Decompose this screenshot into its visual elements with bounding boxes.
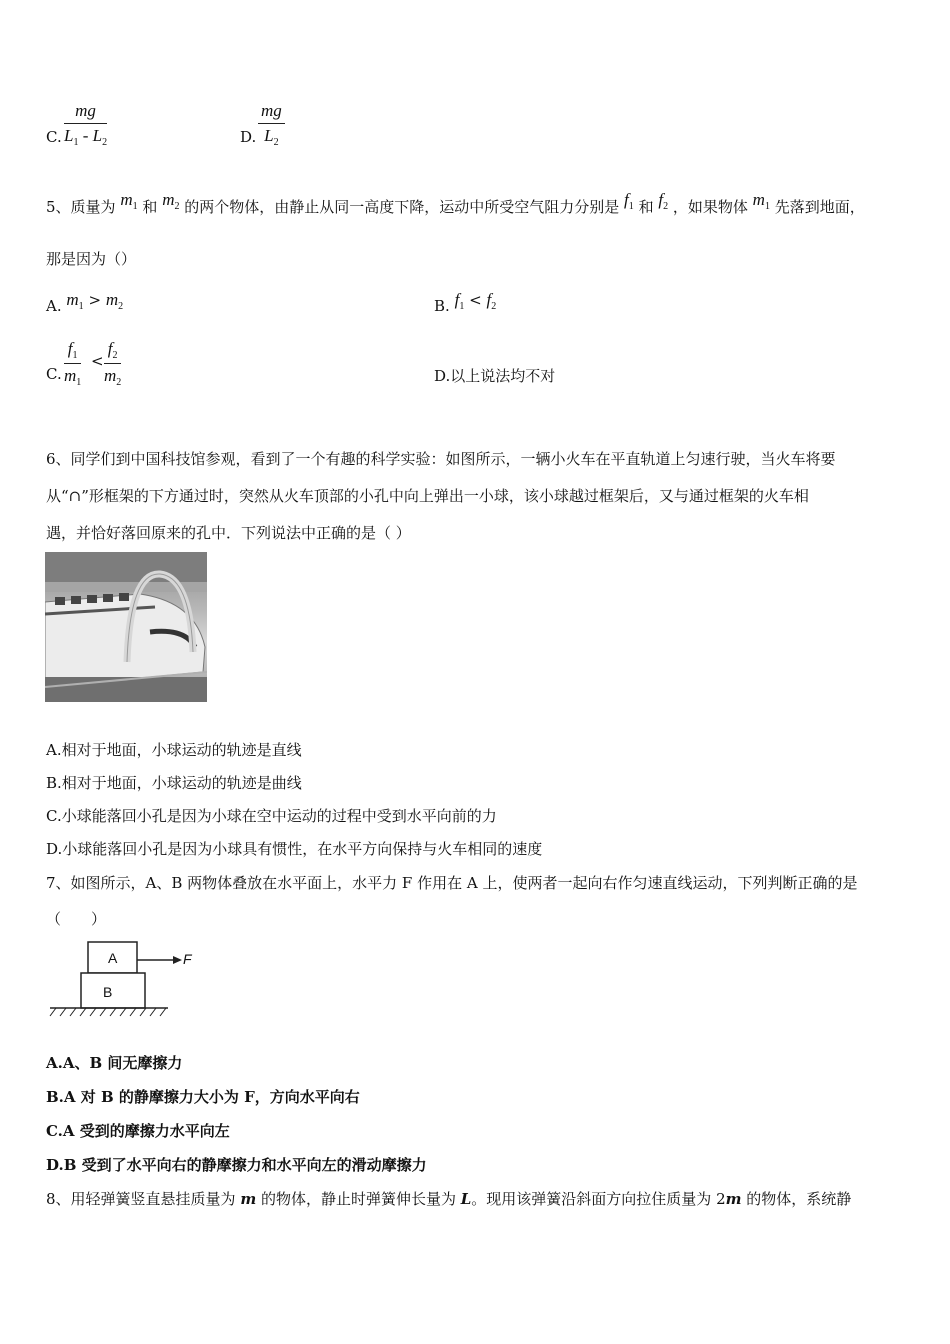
q4-option-c-label: C.	[46, 128, 62, 146]
q6-option-b: B.相对于地面，小球运动的轨迹是曲线	[46, 774, 302, 792]
q7-stem-line1: 7、如图所示，A、B 两物体叠放在水平面上，水平力 F 作用在 A 上，使两者一起向右作匀速直线运动，下列判断正确的是	[46, 874, 858, 892]
q8-stem-line1: 8、用轻弹簧竖直悬挂质量为 m 的物体，静止时弹簧伸长量为 L。现用该弹簧沿斜面方向拉住质量为 2m 的物体，系统静	[46, 1190, 852, 1208]
q4-option-c-denominator: $L_1 - L_2$	[64, 126, 108, 148]
q5-stem-line1: 5、质量为 $m_1$ 和 $m_2$ 的两个物体，由静止从同一高度下降，运动中所受空气阻力分别是 $f_1$ 和 $f_2$ ，如果物体 $m_1$ 先落到地面，	[46, 190, 865, 216]
q5-option-c-label: C.	[46, 365, 62, 383]
q7-force-f-label: F	[183, 951, 192, 967]
q7-block-b-label: B	[103, 984, 113, 1000]
q7-option-c: C.A 受到的摩擦力水平向左	[46, 1122, 230, 1140]
q5-option-b: B. $f_1 < f_2$	[434, 290, 497, 315]
q4-option-d-fraction	[258, 101, 285, 148]
q6-train-photo	[45, 552, 207, 702]
q5-option-d: D.以上说法均不对	[434, 367, 556, 385]
q7-block-a-label: A	[108, 950, 118, 966]
q6-option-a: A.相对于地面，小球运动的轨迹是直线	[46, 741, 302, 759]
q6-stem-line1: 6、同学们到中国科技馆参观，看到了一个有趣的科学实验：如图所示，一辆小火车在平直轨道上匀速行驶，当火车将要	[46, 450, 836, 468]
q5-stem-line2: 那是因为（）	[46, 250, 137, 268]
q7-block-diagram	[48, 940, 208, 1020]
q5-option-c-fraction-right: $f_2$ $m_2$	[104, 339, 122, 388]
q7-option-d: D.B 受到了水平向右的静摩擦力和水平向左的滑动摩擦力	[46, 1156, 427, 1174]
q6-stem-line2: 从“∩”形框架的下方通过时，突然从火车顶部的小孔中向上弹出一小球，该小球越过框架后，又与通过框架的火车相	[46, 487, 809, 505]
q4-option-c-numerator: mg	[75, 101, 96, 120]
q4-option-d-numerator: mg	[261, 101, 282, 120]
q5-option-c-less-than: <	[91, 352, 104, 370]
q4-option-d-label: D.	[240, 128, 257, 146]
q6-option-c: C.小球能落回小孔是因为小球在空中运动的过程中受到水平向前的力	[46, 807, 497, 825]
q4-option-c-fraction	[64, 101, 107, 148]
q5-option-c-fraction-left: $f_1$ $m_1$	[64, 339, 82, 388]
q6-stem-line3: 遇，并恰好落回原来的孔中．下列说法中正确的是（ ）	[46, 524, 411, 542]
q4-option-d-denominator: $L_2$	[264, 126, 279, 148]
q7-option-a: A.A、B 间无摩擦力	[46, 1054, 183, 1072]
q7-option-b: B.A 对 B 的静摩擦力大小为 F，方向水平向右	[46, 1088, 360, 1106]
q5-option-a: A. $m_1 > m_2$	[46, 290, 124, 315]
q7-stem-line2: （ ）	[46, 910, 107, 928]
q6-option-d: D.小球能落回小孔是因为小球具有惯性，在水平方向保持与火车相同的速度	[46, 840, 543, 858]
